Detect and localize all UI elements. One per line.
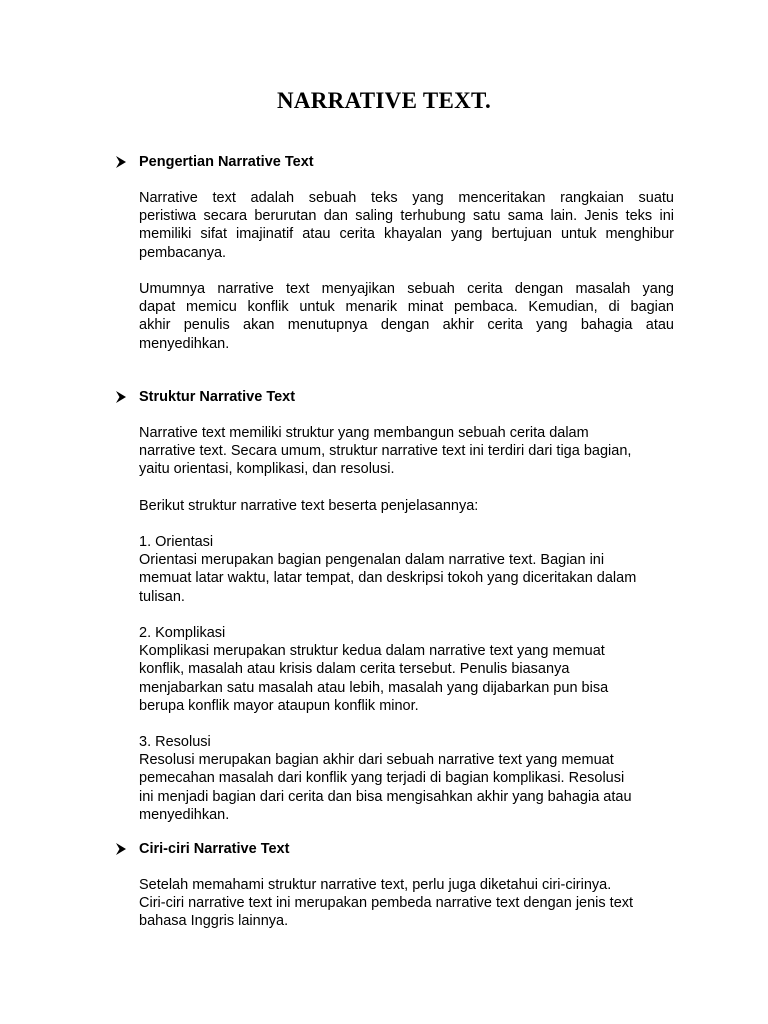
text-line: tulisan. <box>139 588 185 605</box>
section-heading-ciri-ciri <box>114 839 289 859</box>
document-title: NARRATIVE TEXT. <box>276 88 492 113</box>
text-line: menjabarkan satu masalah atau lebih, masalah yang dijabarkan pun bisa <box>139 679 609 696</box>
text-line: Resolusi merupakan bagian akhir dari sebuah narrative text yang memuat <box>139 752 614 769</box>
subsection-orientasi <box>139 533 674 606</box>
text-line: Setelah memahami struktur narrative text, perlu juga diketahui ciri-cirinya. <box>139 877 612 893</box>
paragraph <box>139 876 674 931</box>
subsection-resolusi <box>139 733 674 824</box>
text-line: yaitu orientasi, komplikasi, dan resolusi. <box>139 461 395 478</box>
text-line: Komplikasi merupakan struktur kedua dalam narrative text yang memuat <box>139 643 605 660</box>
text-line: Ciri-ciri narrative text ini merupakan pembeda narrative text dengan jenis text <box>139 895 634 912</box>
text-line: Narrative text memiliki struktur yang membangun sebuah cerita dalam <box>139 425 589 441</box>
subsection-title: 1. Orientasi <box>139 534 214 550</box>
text-line: Narrative text adalah sebuah teks yang menceritakan rangkaian suatu <box>139 190 674 206</box>
section-heading-struktur <box>114 387 295 407</box>
text-line: dapat memicu konflik untuk menarik minat pembaca. Kemudian, di bagian <box>139 299 674 316</box>
text-line: pembacanya. <box>139 244 227 261</box>
text-line: Umumnya narrative text menyajikan sebuah cerita dengan masalah yang <box>139 281 674 297</box>
arrowhead-bullet-icon <box>114 387 139 407</box>
arrowhead-bullet-icon <box>114 839 139 859</box>
text-line: menyedihkan. <box>139 806 230 823</box>
subsection-title: 3. Resolusi <box>139 734 211 750</box>
text-line: pemecahan masalah dari konflik yang terjadi di bagian komplikasi. Resolusi <box>139 770 625 787</box>
paragraph <box>139 280 674 353</box>
section-heading-label: Struktur Narrative Text <box>139 389 296 405</box>
text-line: menyedihkan. <box>139 335 230 352</box>
paragraph <box>139 424 674 479</box>
subsection-komplikasi <box>139 624 674 715</box>
arrowhead-bullet-icon <box>114 152 139 172</box>
subsection-title: 2. Komplikasi <box>139 625 226 641</box>
text-line: ini menjadi bagian dari cerita dan bisa mengisahkan akhir yang bahagia atau <box>139 788 632 805</box>
text-line: memuat latar waktu, latar tempat, dan deskripsi tokoh yang diceritakan dalam <box>139 570 637 587</box>
section-heading-label: Ciri-ciri Narrative Text <box>139 841 290 857</box>
section-heading-pengertian <box>114 152 314 172</box>
text-line: Berikut struktur narrative text beserta penjelasannya: <box>139 498 479 514</box>
text-line: konflik, masalah atau krisis dalam cerita tersebut. Penulis biasanya <box>139 661 570 678</box>
paragraph <box>139 497 674 515</box>
text-line: peristiwa secara berurutan dan saling terhubung satu sama lain. Jenis teks ini <box>139 208 674 225</box>
text-line: Orientasi merupakan bagian pengenalan dalam narrative text. Bagian ini <box>139 552 605 569</box>
text-line: memiliki sifat imajinatif atau cerita khayalan yang bertujuan untuk menghibur <box>139 226 674 243</box>
text-line: akhir penulis akan menutupnya dengan akhir cerita yang bahagia atau <box>139 317 674 334</box>
section-heading-label: Pengertian Narrative Text <box>139 154 314 170</box>
text-line: berupa konflik mayor ataupun konflik minor. <box>139 697 419 714</box>
text-line: narrative text. Secara umum, struktur narrative text ini terdiri dari tiga bagian, <box>139 443 632 460</box>
paragraph <box>139 189 674 262</box>
text-line: bahasa Inggris lainnya. <box>139 913 289 930</box>
